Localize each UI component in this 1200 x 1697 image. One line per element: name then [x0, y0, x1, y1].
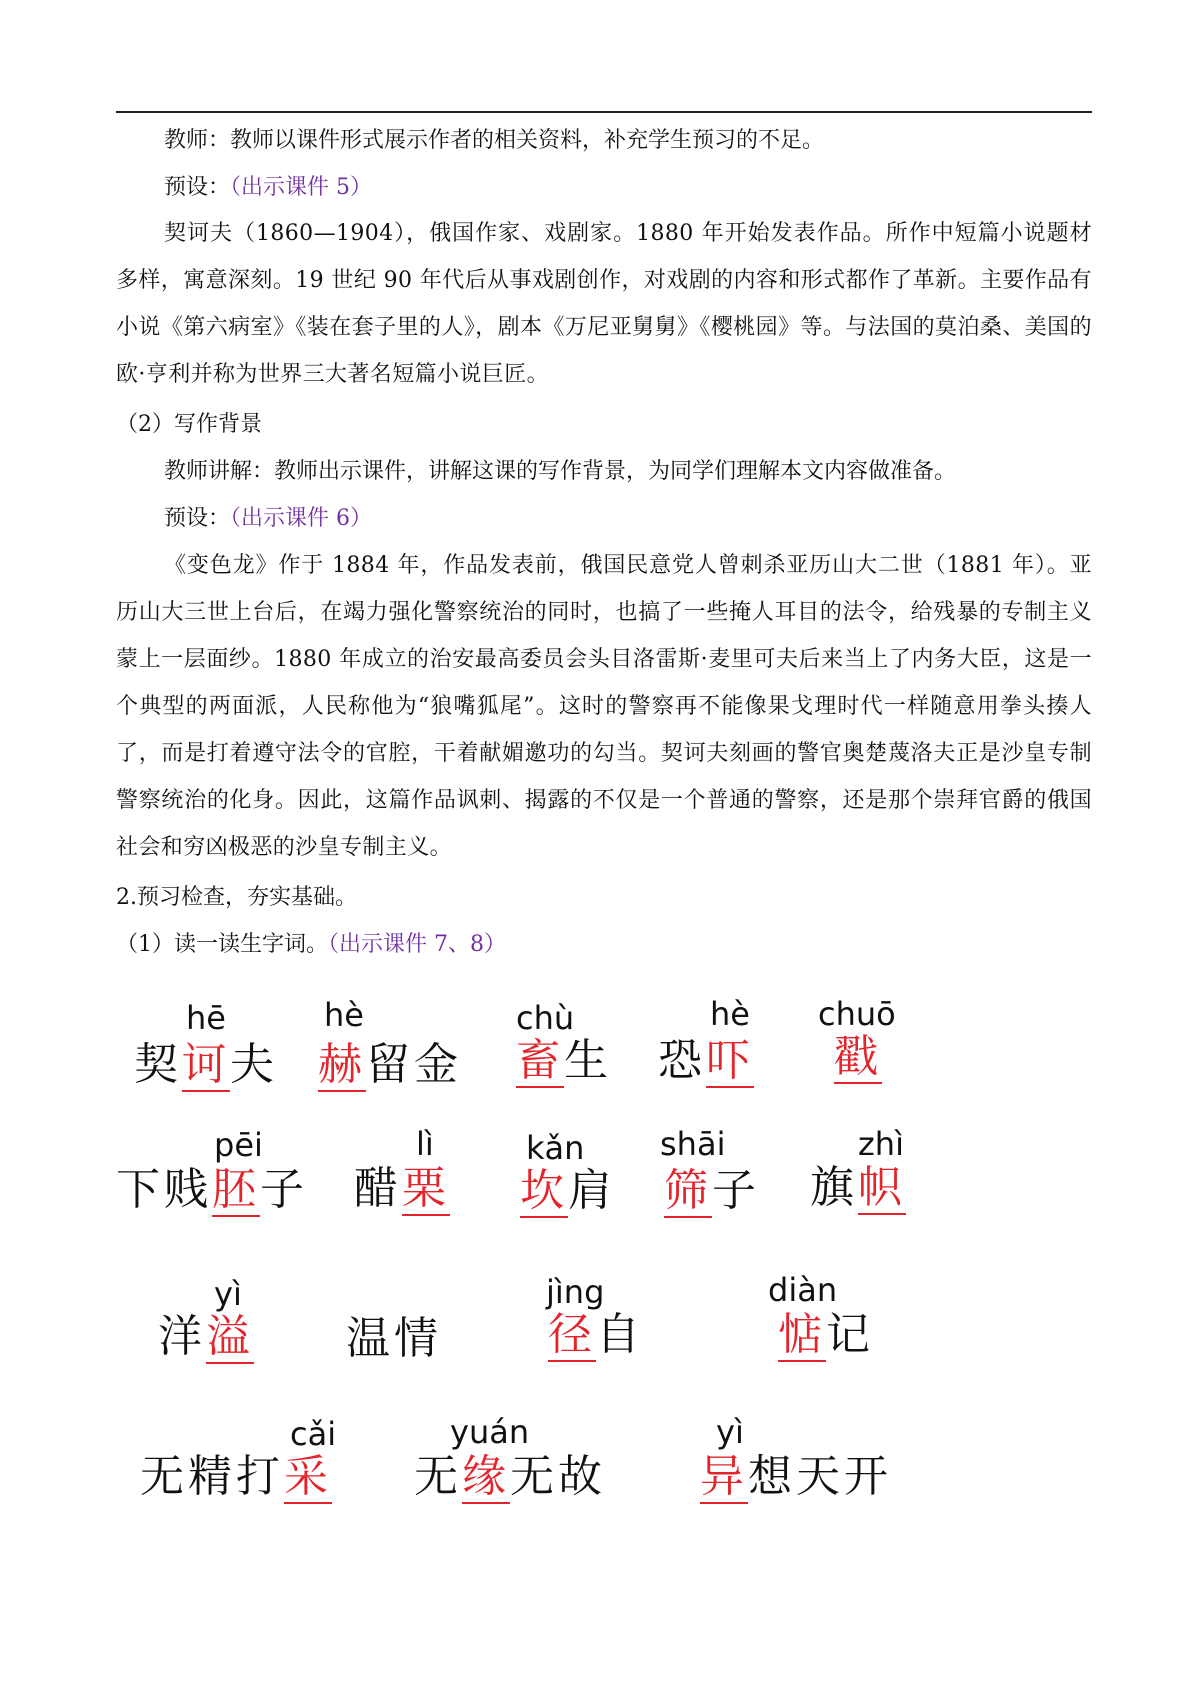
vocab-item: 无缘无故: [414, 1451, 606, 1502]
highlighted-char: 赫: [318, 1039, 366, 1090]
preset-label: 预设：: [164, 506, 231, 531]
vocab-item: [834, 1032, 882, 1082]
vocab-instruction-text: （1）读一读生字词。: [116, 932, 328, 957]
vocab-item: 契诃夫: [134, 1039, 278, 1090]
teacher-line-1: 教师：教师以课件形式展示作者的相关资料，补充学生预习的不足。: [164, 128, 825, 153]
section-heading-preview: 2.预习检查，夯实基础。: [116, 885, 357, 910]
vocab-item: 旗帜: [810, 1162, 906, 1213]
vocab-item: 温情: [346, 1313, 442, 1364]
vocab-item: 径自: [548, 1309, 644, 1360]
vocab-item: 恐吓: [658, 1035, 754, 1086]
highlighted-char: 采: [284, 1451, 332, 1502]
highlighted-char: 缘: [462, 1451, 510, 1502]
highlighted-char: 吓: [706, 1035, 754, 1086]
vocab-item: 赫留金: [318, 1039, 462, 1090]
highlighted-char: 诃: [182, 1039, 230, 1090]
preset-line-1: [164, 173, 1092, 203]
highlighted-char: 胚: [212, 1164, 260, 1215]
pinyin: cǎi: [290, 1415, 337, 1453]
preset-line-2: [164, 504, 1092, 534]
pinyin: yì: [214, 1275, 242, 1313]
highlighted-char: 溢: [206, 1311, 254, 1362]
pinyin: hè: [710, 995, 750, 1033]
pinyin: hē: [186, 999, 226, 1037]
vocab-item: 无精打采: [140, 1451, 332, 1502]
pinyin: hè: [324, 996, 364, 1034]
background-paragraph: 《变色龙》作于 1884 年，作品发表前，俄国民意党人曾刺杀亚历山大二世（1881 年）。亚历山大三世上台后，在竭力强化警察统治的同时，也搞了一些掩人耳目的法令，给残暴的专制主义蒙上一层面纱。1880 年成立的治安最高委员会头目洛雷斯·麦里可夫后来当上了内务大臣，这是一个典型的两面派，人民称他为“狼嘴狐尾”。这时的警察再不能像果戈理时代一样随意用拳头揍人了，而是打着遵守法令的官腔，干着献媚邀功的勾当。契诃夫刻画的警官奥楚蔑洛夫正是沙皇专制警察统治的化身。因此，这篇作品讽刺、揭露的不仅是一个普通的警察，还是那个崇拜官爵的俄国社会和穷凶极恶的沙皇专制主义。: [116, 553, 1092, 860]
vocab-instruction: [116, 930, 1092, 960]
section-heading-background: （2）写作背景: [116, 412, 262, 437]
pinyin: chuō: [818, 995, 896, 1033]
vocab-item: 洋溢: [158, 1311, 254, 1362]
header-rule: [116, 111, 1092, 113]
pinyin: yì: [716, 1413, 744, 1451]
pinyin: yuán: [450, 1413, 530, 1451]
vocab-item: 醋栗: [354, 1163, 450, 1214]
preset-label: 预设：: [164, 175, 231, 200]
highlighted-char: 畜: [516, 1035, 564, 1086]
pinyin: jìng: [546, 1273, 605, 1311]
highlighted-char: 栗: [402, 1163, 450, 1214]
pinyin: chù: [516, 999, 575, 1037]
highlighted-char: 戳: [834, 1031, 882, 1082]
courseware-note: （出示课件 5）: [230, 175, 373, 200]
pinyin: shāi: [660, 1125, 726, 1163]
highlighted-char: 惦: [778, 1309, 826, 1360]
pinyin: lì: [416, 1125, 434, 1163]
vocab-item: 异想天开: [700, 1451, 892, 1502]
vocab-item: 惦记: [778, 1309, 874, 1360]
highlighted-char: 坎: [520, 1165, 568, 1216]
highlighted-char: 径: [548, 1309, 596, 1360]
vocab-item: 下贱胚子: [116, 1164, 308, 1215]
teacher-line-2: 教师讲解：教师出示课件，讲解这课的写作背景，为同学们理解本文内容做准备。: [164, 459, 957, 484]
vocab-item: 畜生: [516, 1035, 612, 1086]
vocab-item: 坎肩: [520, 1165, 616, 1216]
pinyin: zhì: [858, 1125, 904, 1163]
pinyin: kǎn: [526, 1129, 585, 1167]
highlighted-char: 异: [700, 1451, 748, 1502]
highlighted-char: 帜: [858, 1162, 906, 1213]
vocab-item: 筛子: [664, 1165, 760, 1216]
pinyin: diàn: [768, 1271, 838, 1309]
author-paragraph: 契诃夫（1860—1904），俄国作家、戏剧家。1880 年开始发表作品。所作中短篇小说题材多样，寓意深刻。19 世纪 90 年代后从事戏剧创作，对戏剧的内容和形式都作了革新。主要作品有小说《第六病室》《装在套子里的人》，剧本《万尼亚舅舅》《樱桃园》等。与法国的莫泊桑、美国的欧·亨利并称为世界三大著名短篇小说巨匠。: [116, 221, 1092, 387]
pinyin: pēi: [214, 1126, 263, 1164]
highlighted-char: 筛: [664, 1165, 712, 1216]
courseware-note: （出示课件 7、8）: [328, 932, 506, 957]
courseware-note: （出示课件 6）: [230, 506, 373, 531]
